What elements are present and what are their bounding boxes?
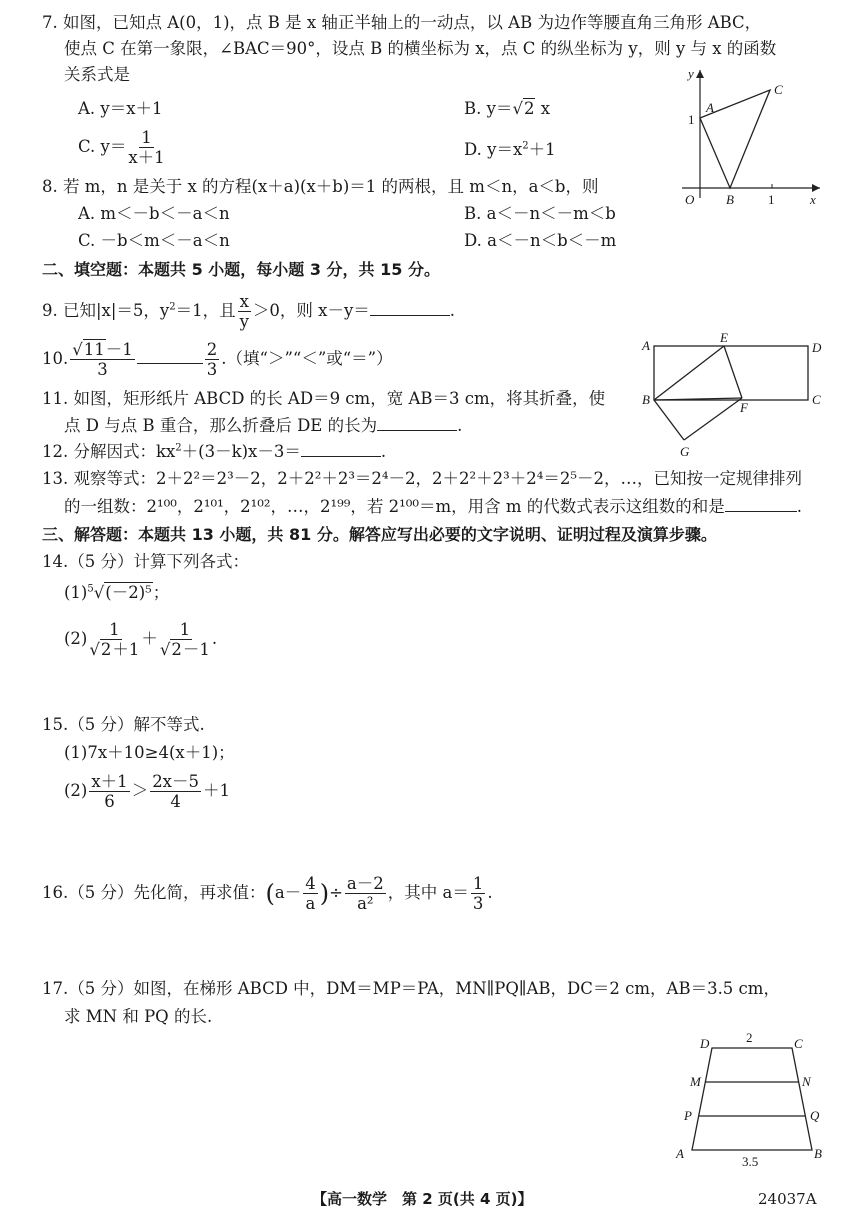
label-e: E: [720, 330, 728, 345]
q12-post: ＋(3－k)x－3＝: [181, 442, 301, 461]
q10-answer-blank[interactable]: [137, 347, 203, 364]
q8-option-d: D. a＜－n＜b＜－m: [464, 231, 617, 250]
label-g: G: [680, 444, 690, 459]
label-a: A: [642, 338, 650, 353]
q15-fraction-1: [89, 772, 129, 811]
q16-fraction-3-numerator: 1: [472, 874, 484, 893]
segment-be: [654, 346, 724, 400]
q10-right-denominator: 3: [206, 360, 218, 379]
q14-part2-end: .: [211, 629, 218, 648]
q8-option-a: A. m＜－b＜－a＜n: [78, 204, 230, 223]
q14-part2-label: (2): [64, 629, 88, 648]
q13-end: .: [796, 497, 802, 516]
q14-fraction-1: [89, 620, 139, 659]
q15-fraction-2-numerator: 2x－5: [152, 772, 199, 791]
q13-line2-text: 的一组数：2¹⁰⁰，2¹⁰¹，2¹⁰²，…，2¹⁹⁹，若 2¹⁰⁰＝m，用含 m 的代数式表示这组数的和是: [64, 497, 725, 516]
q8-stem: 8. 若 m，n 是关于 x 的方程(x＋a)(x＋b)＝1 的两根，且 m＜n，a＜b，则: [42, 177, 599, 196]
label-a: A: [676, 1146, 684, 1161]
q16-a-minus: a－: [274, 883, 302, 902]
q17-line1: 17.（5 分）如图，在梯形 ABCD 中，DM＝MP＝PA，MN∥PQ∥AB，DC＝2 cm，AB＝3.5 cm，: [42, 979, 780, 998]
q7-stem-line3: 关系式是: [64, 65, 130, 84]
q7-option-d-post: ＋1: [528, 140, 556, 159]
q15-fraction-1-denominator: 6: [104, 792, 115, 811]
q14-fraction-2-radicand: 2: [171, 640, 182, 659]
label-y-one: 1: [688, 112, 695, 127]
label-c: C: [794, 1036, 803, 1051]
q10-numerator-post: －1: [105, 340, 133, 359]
label-d: D: [700, 1036, 710, 1051]
q12-answer-blank[interactable]: [301, 440, 381, 457]
label-y: y: [688, 66, 694, 81]
q11-end: .: [457, 416, 463, 435]
q7-option-a: A. y＝x＋1: [78, 99, 163, 118]
label-x: x: [810, 192, 816, 207]
label-a: A: [706, 100, 714, 115]
q11-rectangle-figure: [638, 330, 838, 469]
label-m: M: [690, 1074, 701, 1089]
q7-option-b-radicand: 2: [523, 99, 535, 118]
paper-code: 24037A: [758, 1190, 817, 1208]
q13-answer-blank[interactable]: [725, 495, 797, 512]
q7-option-d: [464, 139, 556, 161]
q7-option-d-exponent: 2: [522, 140, 529, 152]
q10-fraction-left: [70, 340, 135, 379]
q15-fraction-2: [150, 772, 201, 811]
q16: [42, 874, 493, 913]
q7-option-d-pre: D. y＝x: [464, 140, 523, 159]
label-bottom-length: 3.5: [742, 1154, 759, 1169]
q15-part2-label: (2): [64, 781, 88, 800]
q12: [42, 440, 386, 463]
trapezoid-abcd: [692, 1048, 812, 1150]
x-axis-arrow: [812, 184, 820, 192]
q17-line2: 求 MN 和 PQ 的长.: [64, 1007, 213, 1026]
label-b: B: [814, 1146, 822, 1161]
q13-line1: 13. 观察等式：2＋2²＝2³－2，2＋2²＋2³＝2⁴－2，2＋2²＋2³＋2⁴＝2⁵－2，…，已知按一定规律排列: [42, 469, 802, 488]
q15-stem: 15.（5 分）解不等式.: [42, 715, 205, 734]
q14-fraction-2-numerator: 1: [179, 620, 191, 639]
q10-left-numerator: √11－1: [72, 340, 133, 359]
q16-fraction-1-numerator: 4: [305, 874, 316, 893]
q10: [42, 340, 393, 379]
q8-option-c: C. －b＜m＜－a＜n: [78, 231, 230, 250]
q14-part1-end: ；: [152, 583, 170, 602]
q15-part1: (1)7x＋10≥4(x＋1)；: [64, 743, 235, 762]
q11-line2: [64, 414, 462, 437]
q10-right-numerator: 2: [206, 340, 218, 359]
q14-part1-radicand: (－2)⁵: [105, 583, 152, 602]
label-c: C: [774, 82, 783, 97]
q16-fraction-2-numerator: a－2: [346, 874, 384, 893]
q16-fraction-3-denominator: 3: [472, 894, 484, 913]
label-f: F: [740, 400, 748, 415]
segment-bg: [654, 400, 684, 440]
q15-part2-post: ＋1: [203, 781, 230, 800]
q9-answer-blank[interactable]: [370, 299, 450, 316]
label-c: C: [812, 392, 821, 407]
q9-pre: 9. 已知|x|＝5，y: [42, 301, 170, 320]
q15-part2: [64, 772, 230, 811]
section-3-heading: 三、解答题：本题共 13 小题，共 81 分。解答应写出必要的文字说明、证明过程及演算步骤。: [42, 525, 717, 544]
q14-fraction-1-radicand: 2: [100, 640, 112, 659]
q10-pre: 10.: [42, 349, 69, 368]
q15-fraction-2-denominator: 4: [170, 792, 181, 811]
q14-fraction-2: [160, 620, 210, 659]
q14-part2: [64, 620, 217, 659]
q7-option-c: [78, 128, 167, 167]
label-n: N: [802, 1074, 811, 1089]
q9-end: .: [449, 301, 456, 320]
label-q: Q: [810, 1108, 820, 1123]
label-b: B: [726, 192, 734, 207]
q11-line2-text: 点 D 与点 B 重合，那么折叠后 DE 的长为: [64, 416, 378, 435]
q10-post: .（填“＞”“＜”或“＝”）: [221, 349, 393, 368]
q16-divide: ÷: [329, 883, 343, 902]
q16-left-paren: (: [265, 879, 275, 908]
q10-fraction-right: [205, 340, 220, 379]
q16-fraction-2: [345, 874, 386, 913]
q15-fraction-1-numerator: x＋1: [91, 772, 128, 791]
q17-trapezoid-figure: [670, 1026, 830, 1170]
fold-line-ef: [724, 346, 742, 398]
q13-line2: [64, 495, 802, 518]
q14-fraction-1-denominator: √2＋1: [89, 640, 140, 659]
y-axis-arrow: [696, 70, 704, 78]
q16-pre: 16.（5 分）先化简，再求值：: [42, 883, 266, 902]
label-d: D: [812, 340, 822, 355]
q9-fraction: [238, 292, 251, 331]
q7-option-c-numerator: 1: [141, 128, 152, 147]
q7-option-c-pre: C. y＝: [78, 137, 127, 156]
q7-option-c-fraction: [128, 128, 164, 167]
q12-exponent: 2: [175, 442, 182, 454]
q14-fraction-2-denominator: √2－1: [159, 640, 210, 659]
q8-option-b: B. a＜－n＜－m＜b: [464, 204, 616, 223]
q14-fraction-2-den-post: －1: [182, 640, 210, 659]
q11-answer-blank[interactable]: [377, 414, 457, 431]
q12-pre: 12. 分解因式：kx: [42, 442, 176, 461]
q16-end: .: [487, 883, 493, 902]
label-o: O: [685, 192, 695, 207]
q9-mid: ＝1，且: [175, 301, 236, 320]
q7-option-b-pre: B. y＝: [464, 99, 513, 118]
q14-part1: $(1)^5√(-2)^5$；: [64, 583, 170, 602]
q10-left-denominator: 3: [97, 360, 108, 379]
q7-option-b: B. y＝√2 x: [464, 99, 551, 118]
q14-part1-label: (1): [64, 583, 88, 602]
q7-option-c-denominator: x＋1: [128, 148, 165, 167]
segment-gf: [684, 398, 742, 440]
q12-end: .: [380, 442, 387, 461]
q16-fraction-1-denominator: a: [305, 894, 316, 913]
q7-option-b-post: x: [535, 99, 551, 118]
q7-stem-line2: 使点 C 在第一象限，∠BAC＝90°，设点 B 的横坐标为 x，点 C 的纵坐标为 y，则 y 与 x 的函数: [64, 39, 777, 58]
q11-line1: 11. 如图，矩形纸片 ABCD 的长 AD＝9 cm，宽 AB＝3 cm，将其折叠，使: [42, 389, 606, 408]
q14-plus: ＋: [141, 629, 158, 648]
q9-denominator: y: [239, 312, 249, 331]
q16-mid: ，其中 a＝: [387, 883, 469, 902]
label-p: P: [684, 1108, 692, 1123]
q9-exponent: 2: [169, 301, 176, 313]
q14-stem: 14.（5 分）计算下列各式：: [42, 552, 249, 571]
q16-right-paren: ): [319, 879, 330, 908]
q14-root-index: 5: [87, 583, 94, 595]
rectangle-abcd: [654, 346, 808, 400]
q16-fraction-3: [471, 874, 486, 913]
section-2-heading: 二、填空题：本题共 5 小题，每小题 3 分，共 15 分。: [42, 260, 440, 279]
q16-fraction-2-denominator: a²: [357, 894, 374, 913]
q9: [42, 292, 455, 331]
q15-greater-than: ＞: [131, 781, 149, 800]
q7-stem-line1: 7. 如图，已知点 A(0，1)，点 B 是 x 轴正半轴上的一动点，以 AB 为边作等腰直角三角形 ABC，: [42, 13, 762, 32]
q14-fraction-1-numerator: 1: [109, 620, 120, 639]
q14-fraction-1-den-post: ＋1: [112, 640, 140, 659]
label-x-one: 1: [768, 192, 775, 207]
page-footer: 【高一数学 第 2 页(共 4 页)】: [312, 1190, 533, 1208]
q10-radicand: 11: [83, 340, 105, 359]
label-top-length: 2: [746, 1030, 753, 1045]
q9-post: ＞0，则 x－y＝: [252, 301, 370, 320]
q9-numerator: x: [239, 292, 249, 311]
q7-coordinate-figure: [670, 64, 830, 214]
q16-fraction-1: [303, 874, 318, 913]
label-b: B: [642, 392, 650, 407]
